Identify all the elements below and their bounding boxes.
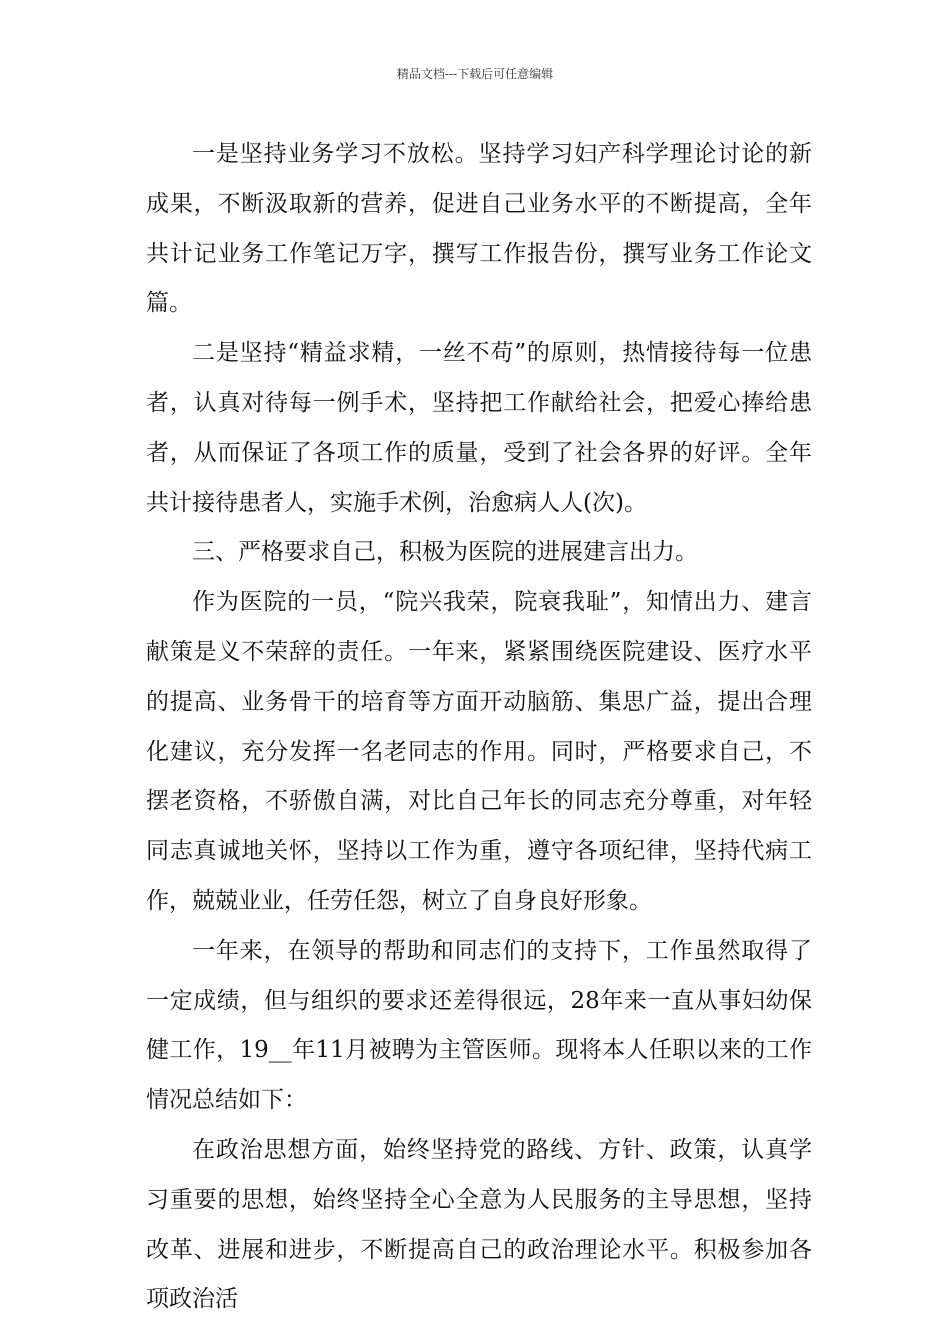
paragraph-section-heading: 三、严格要求自己，积极为医院的进展建言出力。 — [192, 539, 698, 566]
paragraph-business-study: 一是坚持业务学习不放松。坚持学习妇产科学理论讨论的新成果，不断汲取新的营养，促进自己业务水平的不断提高，全年共计记业务工作笔记万字，撰写工作报告份，撰写业务工作论文篇。 — [146, 141, 812, 317]
page-header: 精品文档---下载后可任意编辑 — [396, 67, 554, 81]
paragraph-hospital-member: 作为医院的一员，“院兴我荣，院衰我耻”，知情出力、建言献策是义不荣辞的责任。一年来，紧紧围绕医院建设、医疗水平的提高、业务骨干的培育等方面开动脑筋、集思广益，提出合理化建议，充分发挥一名老同志的作用。同时，严格要求自己，不摆老资格，不骄傲自满，对比自己年长的同志充分尊重，对年轻同志真诚地关怀，坚持以工作为重，遵守各项纪律，坚持代病工作，兢兢业业，任劳任怨，树立了自身良好形象。 — [146, 589, 812, 914]
document-body — [146, 130, 812, 1325]
paragraph-year-summary: 一年来，在领导的帮助和同志们的支持下，工作虽然取得了一定成绩，但与组织的要求还差得很远，28年来一直从事妇幼保健工作，19__年11月被聘为主管医师。现将本人任职以来的工作情况总结如下： — [146, 937, 812, 1114]
paragraph-patient-care: 二是坚持“精益求精，一丝不苟”的原则，热情接待每一位患者，认真对待每一例手术，坚持把工作献给社会，把爱心捧给患者，从而保证了各项工作的质量，受到了社会各界的好评。全年共计接待患者人，实施手术例，治愈病人人(次)。 — [146, 340, 812, 516]
paragraph-political-thought: 在政治思想方面，始终坚持党的路线、方针、政策，认真学习重要的思想，始终坚持全心全意为人民服务的主导思想，坚持改革、进展和进步，不断提高自己的政治理论水平。积极参加各项政治活 — [146, 1136, 812, 1313]
